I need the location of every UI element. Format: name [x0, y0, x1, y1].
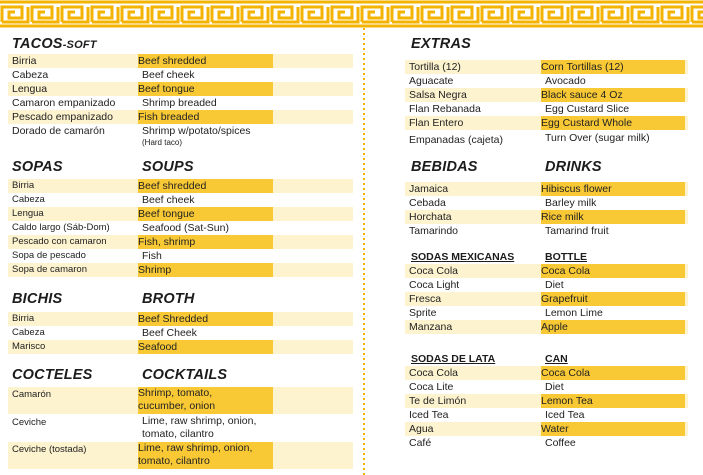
item-english: Lime, raw shrimp, onion,	[138, 442, 253, 454]
menu-row	[8, 312, 353, 326]
item-note: (Hard taco)	[142, 138, 183, 147]
menu-row	[405, 116, 688, 130]
menu-row	[405, 366, 688, 380]
item-english: TACOS	[12, 36, 63, 52]
menu-row	[8, 82, 353, 96]
item-english: Diet	[545, 279, 564, 291]
item-english: Shrimp, tomato,	[138, 387, 213, 399]
item-spanish: Cabeza	[12, 69, 49, 81]
item-english: Apple	[541, 320, 685, 334]
cocktails-heading: COCKTAILS	[142, 367, 228, 383]
item-english: Lemon Tea	[541, 394, 685, 408]
item-english: Shrimp	[138, 263, 273, 277]
menu-row	[8, 124, 353, 148]
item-spanish: Empanadas (cajeta)	[409, 134, 503, 146]
item-spanish: Lengua	[12, 208, 44, 219]
item-spanish: Coca Cola	[409, 265, 459, 277]
item-spanish: Ceviche	[12, 417, 47, 428]
item-english: cucumber, onion	[138, 399, 216, 412]
menu-row	[405, 60, 688, 74]
item-english: Tamarind fruit	[545, 225, 609, 237]
can-heading: CAN	[545, 353, 568, 365]
item-english: Beef cheek	[142, 69, 195, 81]
item-english: Corn Tortillas (12)	[541, 60, 685, 74]
menu-row	[8, 326, 353, 340]
item-english: Lime, raw shrimp, onion,	[142, 415, 257, 427]
menu-row	[8, 96, 353, 110]
greek-key-border	[0, 0, 703, 28]
item-spanish: Marisco	[12, 341, 46, 352]
item-english: Turn Over (sugar milk)	[545, 132, 650, 144]
menu-row	[8, 340, 353, 354]
item-english: Black sauce 4 Oz	[541, 88, 685, 102]
menu-row	[405, 182, 688, 196]
item-english: Coca Cola	[541, 366, 685, 380]
item-spanish: Coca Light	[409, 279, 460, 291]
item-english: Lemon Lime	[545, 307, 603, 319]
menu-row	[8, 415, 353, 442]
item-english: Water	[541, 422, 685, 436]
menu-row	[8, 54, 353, 68]
drinks-heading: DRINKS	[545, 159, 602, 175]
menu-row	[8, 179, 353, 193]
item-english: Beef cheek	[142, 194, 195, 206]
item-spanish: Manzana	[409, 321, 453, 333]
item-english: Avocado	[545, 75, 586, 87]
item-spanish: Jamaica	[409, 183, 449, 195]
item-spanish: Fresca	[409, 293, 442, 305]
item-spanish: Tortilla (12)	[409, 61, 461, 73]
menu-row	[8, 68, 353, 82]
item-spanish: Dorado de camarón	[12, 125, 105, 137]
menu-row	[8, 387, 353, 414]
item-spanish: Sopa de pescado	[12, 250, 86, 261]
extras-heading: EXTRAS	[411, 36, 472, 52]
item-english	[138, 442, 273, 469]
item-spanish: Pescado con camaron	[12, 236, 107, 247]
menu-row	[405, 380, 688, 394]
item-spanish: Birria	[12, 180, 35, 191]
menu-row	[405, 278, 688, 292]
item-english: Shrimp breaded	[142, 97, 217, 109]
item-spanish: Café	[409, 437, 432, 449]
menu-row	[8, 235, 353, 249]
column-divider	[362, 28, 366, 475]
item-english: Grapefruit	[541, 292, 685, 306]
soups-heading: SOUPS	[142, 159, 194, 175]
item-spanish: Camarón	[12, 389, 52, 400]
item-english: Egg Custard Slice	[545, 103, 630, 115]
item-spanish: Lengua	[12, 83, 48, 95]
item-english: Seafood	[138, 340, 273, 354]
item-spanish: Coca Lite	[409, 381, 454, 393]
cocteles-heading: COCTELES	[12, 367, 93, 383]
item-english: Beef Shredded	[138, 312, 273, 326]
menu-row	[8, 207, 353, 221]
item-english: Fish, shrimp	[138, 235, 273, 249]
item-spanish: Horchata	[409, 211, 452, 223]
menu-row	[8, 249, 353, 263]
menu-row	[405, 264, 688, 278]
menu-row	[405, 74, 688, 88]
item-english: Shrimp w/potato/spices	[142, 125, 251, 137]
item-spanish: Sopa de camaron	[12, 264, 87, 275]
item-english: Beef shredded	[138, 54, 273, 68]
item-spanish: Sprite	[409, 307, 437, 319]
item-spanish: Iced Tea	[409, 409, 449, 421]
bichis-heading: BICHIS	[12, 291, 63, 307]
item-english: tomato, cilantro	[138, 454, 210, 467]
item-english: Beef tongue	[138, 82, 273, 96]
menu-row	[405, 306, 688, 320]
item-spanish: Coca Cola	[409, 367, 459, 379]
menu-row	[8, 221, 353, 235]
menu-row	[405, 130, 688, 146]
menu-row	[405, 224, 688, 238]
item-english: Hibiscus flower	[541, 182, 685, 196]
menu-row	[8, 263, 353, 277]
item-spanish: Birria	[12, 55, 37, 67]
item-english: Seafood (Sat-Sun)	[142, 222, 229, 234]
menu-row	[405, 88, 688, 102]
item-spanish: Agua	[409, 423, 434, 435]
broth-heading: BROTH	[142, 291, 195, 307]
item-english: Beef shredded	[138, 179, 273, 193]
menu-row	[405, 292, 688, 306]
item-english: Rice milk	[541, 210, 685, 224]
menu-row	[405, 408, 688, 422]
item-english: Coffee	[545, 437, 576, 449]
item-english: Coca Cola	[541, 264, 685, 278]
bebidas-heading: BEBIDAS	[411, 159, 478, 175]
item-spanish: Tamarindo	[409, 225, 459, 237]
menu-row	[405, 436, 688, 450]
bottle-heading: BOTTLE	[545, 251, 587, 263]
sodas-de-lata-heading: SODAS DE LATA	[411, 353, 496, 365]
item-spanish: Pescado empanizado	[12, 111, 113, 123]
item-english: Iced Tea	[545, 409, 585, 421]
item-english: Fish	[142, 250, 162, 262]
menu-row	[405, 196, 688, 210]
menu-row	[405, 102, 688, 116]
item-spanish: Te de Limón	[409, 395, 467, 407]
item-english: Barley milk	[545, 197, 597, 209]
item-spanish: Ceviche (tostada)	[12, 444, 87, 455]
item-spanish: Caldo largo (Sáb-Dom)	[12, 222, 110, 233]
item-english: Beef Cheek	[142, 327, 197, 339]
item-english	[138, 387, 273, 414]
menu-row	[8, 193, 353, 207]
item-english: Beef tongue	[138, 207, 273, 221]
item-english: Fish breaded	[138, 110, 273, 124]
item-spanish: Birria	[12, 313, 35, 324]
item-spanish: Cabeza	[12, 194, 45, 205]
sopas-heading: SOPAS	[12, 159, 63, 175]
menu-row	[405, 394, 688, 408]
item-english	[142, 415, 256, 440]
item-spanish: Camaron empanizado	[12, 97, 116, 109]
item-english: Diet	[545, 381, 564, 393]
item-english: Egg Custard Whole	[541, 116, 685, 130]
menu-row	[405, 210, 688, 224]
menu-row	[8, 442, 353, 469]
menu-row	[8, 110, 353, 124]
item-english: -SOFT	[62, 39, 97, 51]
item-spanish: Salsa Negra	[409, 89, 467, 101]
sodas-mexicanas-heading: SODAS MEXICANAS	[411, 251, 515, 263]
item-spanish: Flan Rebanada	[409, 103, 481, 115]
tacos-heading	[12, 36, 97, 52]
item-spanish: Flan Entero	[409, 117, 464, 129]
item-english: tomato, cilantro	[142, 427, 214, 440]
menu-row	[405, 320, 688, 334]
item-spanish: Cabeza	[12, 327, 45, 338]
menu-row	[405, 422, 688, 436]
item-spanish: Aguacate	[409, 75, 454, 87]
item-spanish: Cebada	[409, 197, 446, 209]
